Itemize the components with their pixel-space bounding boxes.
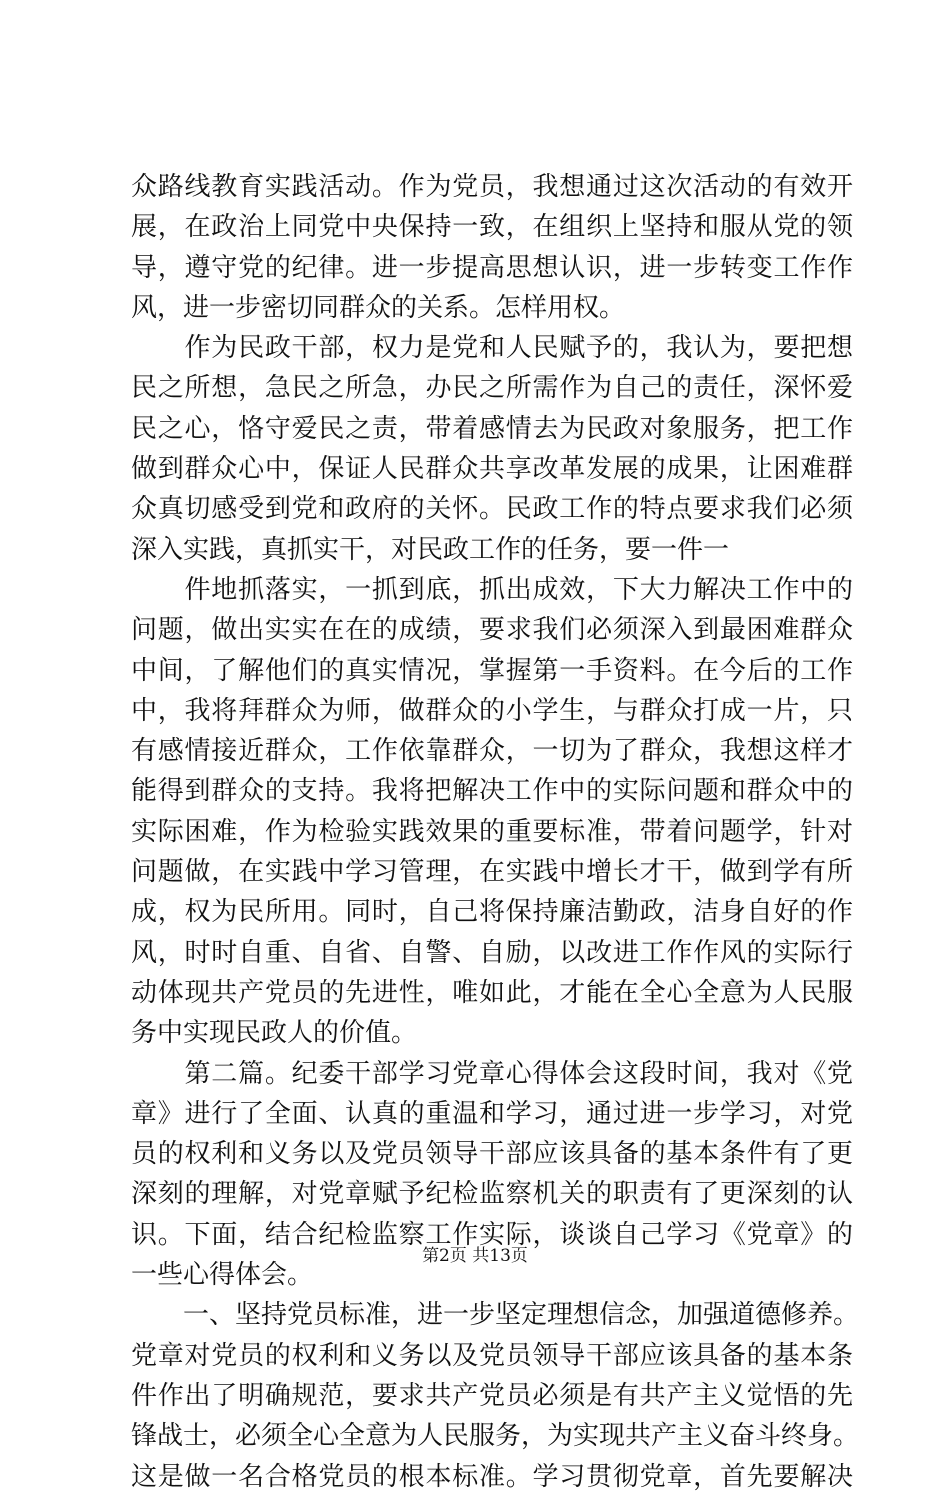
- text-line: 作为民政干部，权力是党和人民赋予的，我认为，要把想: [131, 333, 853, 364]
- text-line: 能得到群众的支持。我将把解决工作中的实际问题和群众中的: [131, 776, 853, 807]
- text-line: 风，进一步密切同群众的关系。怎样用权。: [131, 292, 626, 323]
- text-line: 风，时时自重、自省、自警、自励，以改进工作作风的实际行: [131, 937, 853, 968]
- text-line: 党章对党员的权利和义务以及党员领导干部应该具备的基本条: [131, 1340, 853, 1371]
- text-line: 深刻的理解，对党章赋予纪检监察机关的职责有了更深刻的认: [131, 1179, 853, 1210]
- text-line: 导，遵守党的纪律。进一步提高思想认识，进一步转变工作作: [131, 252, 853, 283]
- text-line: 问题做，在实践中学习管理，在实践中增长才干，做到学有所: [131, 857, 853, 888]
- text-line: 民之所想，急民之所急，办民之所需作为自己的责任，深怀爱: [131, 373, 853, 404]
- text-line: 员的权利和义务以及党员领导干部应该具备的基本条件有了更: [131, 1139, 853, 1170]
- text-line: 一些心得体会。: [131, 1260, 314, 1291]
- text-line: 件地抓落实，一抓到底，抓出成效，下大力解决工作中的: [131, 574, 853, 605]
- text-line: 中间，了解他们的真实情况，掌握第一手资料。在今后的工作: [131, 655, 853, 686]
- text-line: 第二篇。纪委干部学习党章心得体会这段时间，我对《党: [131, 1058, 853, 1089]
- text-line: 一、坚持党员标准，进一步坚定理想信念，加强道德修养。: [131, 1300, 860, 1331]
- document-body: [131, 167, 860, 1497]
- text-line: 动体现共产党员的先进性，唯如此，才能在全心全意为人民服: [131, 977, 853, 1008]
- text-line: 这是做一名合格党员的根本标准。学习贯彻党章，首先要解决: [131, 1461, 853, 1492]
- page-footer: 第2页 共13页: [422, 1246, 528, 1266]
- text-line: 实际困难，作为检验实践效果的重要标准，带着问题学，针对: [131, 816, 853, 847]
- text-line: 做到群众心中，保证人民群众共享改革发展的成果，让困难群: [131, 454, 853, 485]
- text-line: 识。下面，结合纪检监察工作实际，谈谈自己学习《党章》的: [131, 1219, 853, 1250]
- text-line: 章》进行了全面、认真的重温和学习，通过进一步学习，对党: [131, 1098, 853, 1129]
- text-line: 成，权为民所用。同时，自己将保持廉洁勤政，洁身自好的作: [131, 897, 853, 928]
- text-line: 展，在政治上同党中央保持一致，在组织上坚持和服从党的领: [131, 212, 853, 243]
- text-line: 有感情接近群众，工作依靠群众，一切为了群众，我想这样才: [131, 736, 853, 767]
- text-line: 深入实践，真抓实干，对民政工作的任务，要一件一: [131, 534, 730, 565]
- text-line: 中，我将拜群众为师，做群众的小学生，与群众打成一片，只: [131, 695, 853, 726]
- text-line: 众真切感受到党和政府的关怀。民政工作的特点要求我们必须: [131, 494, 853, 525]
- text-line: 众路线教育实践活动。作为党员，我想通过这次活动的有效开: [131, 172, 853, 202]
- text-line: 锋战士，必须全心全意为人民服务，为实现共产主义奋斗终身。: [131, 1421, 860, 1452]
- text-line: 件作出了明确规范，要求共产党员必须是有共产主义觉悟的先: [131, 1380, 853, 1411]
- text-line: 民之心，恪守爱民之责，带着感情去为民政对象服务，把工作: [131, 413, 853, 444]
- text-line: 务中实现民政人的价值。: [131, 1018, 418, 1049]
- text-line: 问题，做出实实在在的成绩，要求我们必须深入到最困难群众: [131, 615, 853, 646]
